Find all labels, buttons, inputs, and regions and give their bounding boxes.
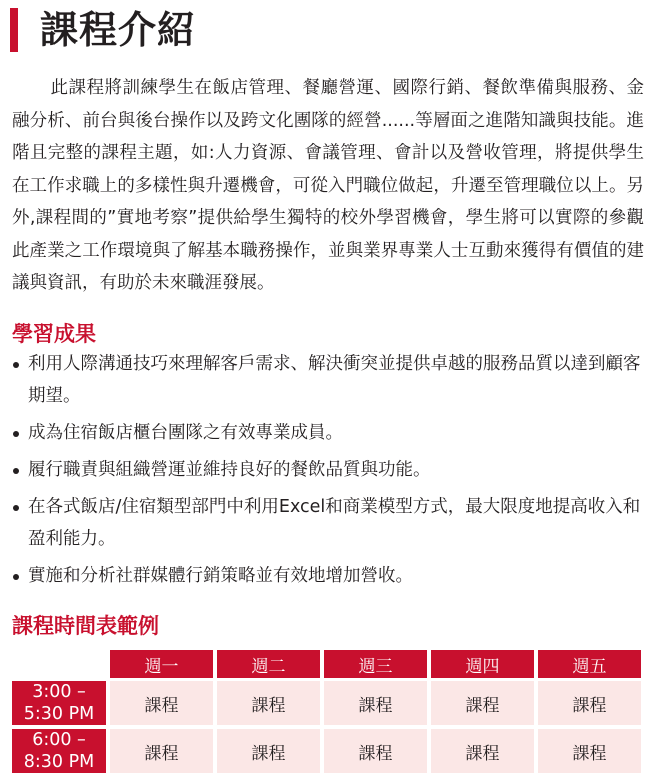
- day-header: 週三: [324, 650, 427, 678]
- schedule-heading: 課程時間表範例: [12, 614, 159, 638]
- schedule-cell: 課程: [431, 729, 534, 773]
- schedule-cell: 課程: [431, 681, 534, 725]
- day-header: 週四: [431, 650, 534, 678]
- time-slot: [12, 681, 106, 725]
- intro-text: 此課程將訓練學生在飯店管理、餐廳營運、國際行銷、餐飲準備與服務、金融分析、前台與後台操作以及跨文化團隊的經營......等層面之進階知識與技能。進階且完整的課程主題，如:人力資源、會議管理、會計以及營收管理，將提供學生在工作求職上的多樣性與升遷機會，可從入門職位做起，升遷至管理職位以上。另外,課程間的”實地考察”提供給學生獨特的校外學習機會，學生將可以實際的參觀此產業之工作環境與了解基本職務操作，並與業界專業人士互動來獲得有價值的建議與資訊，有助於未來職涯發展。: [12, 78, 644, 293]
- schedule-cell: 課程: [538, 729, 641, 773]
- schedule-cell: 課程: [324, 681, 427, 725]
- list-item: 利用人際溝通技巧來理解客戶需求、解決衝突並提供卓越的服務品質以達到顧客期望。: [12, 348, 644, 412]
- outcomes-list: [12, 348, 644, 597]
- title-accent-bar: [10, 8, 18, 52]
- time-end: 5:30 PM: [23, 704, 95, 724]
- list-item: 在各式飯店/住宿類型部門中利用Excel和商業模型方式，最大限度地提高收入和盈利能力。: [12, 491, 644, 555]
- schedule-cell: 課程: [110, 729, 213, 773]
- schedule-cell: 課程: [538, 681, 641, 725]
- list-item: 履行職責與組織營運並維持良好的餐飲品質與功能。: [12, 454, 644, 486]
- schedule-cell: 課程: [217, 681, 320, 725]
- day-header: 週五: [538, 650, 641, 678]
- schedule-corner: [12, 650, 106, 678]
- time-slot: [12, 729, 106, 773]
- time-start: 6:00 –: [32, 730, 86, 750]
- schedule-table: [12, 650, 644, 777]
- schedule-cell: 課程: [324, 729, 427, 773]
- schedule-cell: 課程: [110, 681, 213, 725]
- intro-paragraph: [12, 72, 644, 300]
- day-header: 週一: [110, 650, 213, 678]
- table-row: [12, 729, 644, 773]
- schedule-header-row: [12, 650, 644, 678]
- page-header: [10, 6, 196, 54]
- list-item: 成為住宿飯店櫃台團隊之有效專業成員。: [12, 417, 644, 449]
- time-start: 3:00 –: [32, 682, 86, 702]
- table-row: [12, 681, 644, 725]
- schedule-cell: 課程: [217, 729, 320, 773]
- outcomes-heading: 學習成果: [12, 322, 96, 346]
- day-header: 週二: [217, 650, 320, 678]
- time-end: 8:30 PM: [23, 752, 95, 772]
- page-title: 課程介紹: [40, 8, 197, 52]
- list-item: 實施和分析社群媒體行銷策略並有效地增加營收。: [12, 560, 644, 592]
